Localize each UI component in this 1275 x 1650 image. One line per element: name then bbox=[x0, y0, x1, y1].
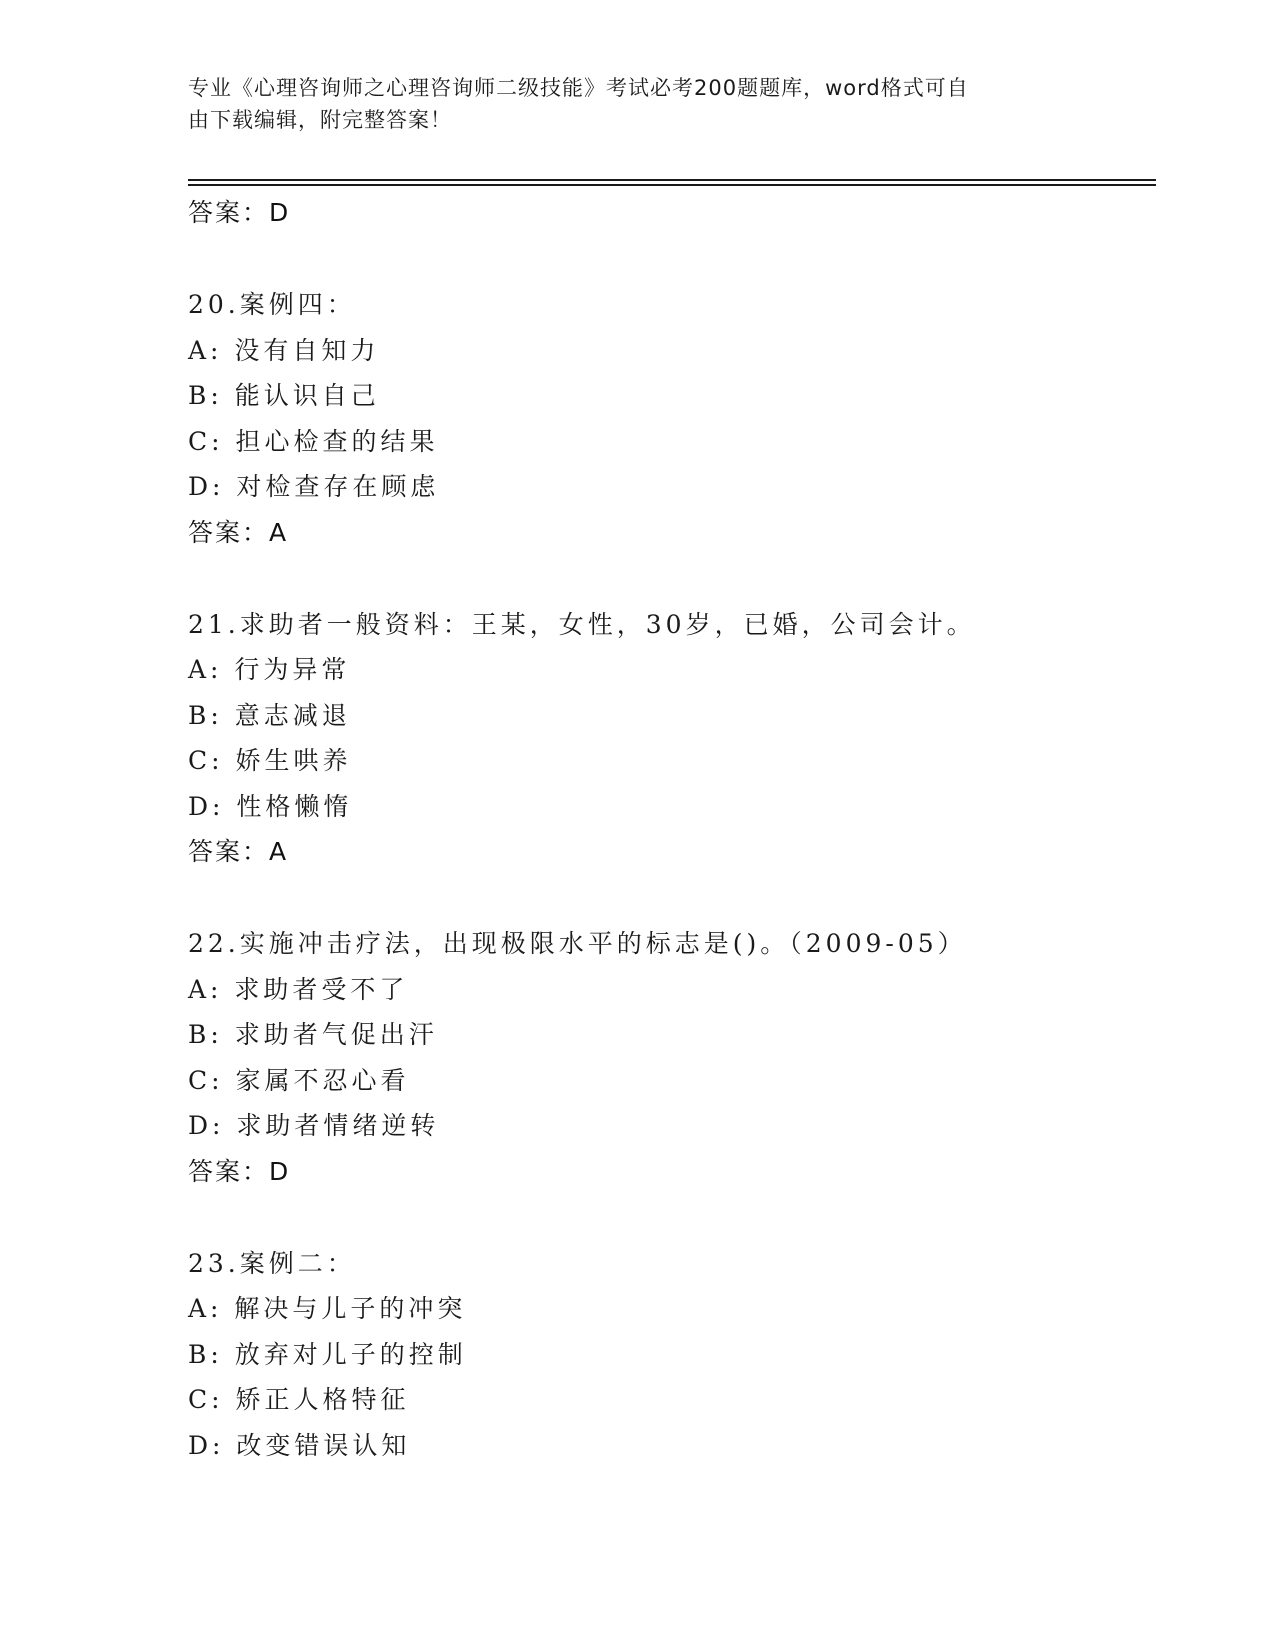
spacer bbox=[188, 875, 1156, 921]
answer-line: 答案：D bbox=[188, 198, 291, 227]
option-b: B: 求助者气促出汗 bbox=[188, 1020, 438, 1049]
option-c: C: 娇生哄养 bbox=[188, 746, 352, 775]
question-stem: 22.实施冲击疗法，出现极限水平的标志是()。（2009-05） bbox=[188, 929, 967, 958]
spacer bbox=[188, 556, 1156, 602]
question-stem: 21.求助者一般资料：王某，女性，30岁，已婚，公司会计。 bbox=[188, 609, 976, 639]
option-d: D: 性格懒惰 bbox=[188, 791, 353, 821]
spacer bbox=[188, 236, 1156, 282]
answer-line: 答案：D bbox=[188, 1156, 291, 1186]
answer-line: 答案：A bbox=[188, 837, 289, 866]
document-header bbox=[188, 72, 1068, 136]
option-c: C: 家属不忍心看 bbox=[188, 1065, 410, 1095]
question-stem: 23.案例二： bbox=[188, 1248, 356, 1278]
question-stem: 20.案例四： bbox=[188, 290, 356, 319]
header-line-1: 专业《心理咨询师之心理咨询师二级技能》考试必考200题题库，word格式可自 bbox=[188, 76, 969, 100]
header-line-2: 由下载编辑，附完整答案！ bbox=[188, 108, 452, 132]
option-a: A: 求助者受不了 bbox=[188, 974, 409, 1004]
option-d: D: 改变错误认知 bbox=[188, 1430, 411, 1460]
question-block bbox=[188, 921, 1156, 1195]
answer-line: 答案：A bbox=[188, 517, 289, 547]
header-rule-bottom bbox=[188, 184, 1156, 186]
question-list bbox=[188, 190, 1156, 1468]
option-b: B: 放弃对儿子的控制 bbox=[188, 1339, 467, 1369]
option-d: D: 求助者情绪逆转 bbox=[188, 1111, 440, 1140]
option-a: A: 解决与儿子的冲突 bbox=[188, 1294, 467, 1323]
option-d: D: 对检查存在顾虑 bbox=[188, 472, 440, 501]
option-a: A: 没有自知力 bbox=[188, 335, 380, 365]
option-b: B: 能认识自己 bbox=[188, 381, 380, 410]
option-c: C: 矫正人格特征 bbox=[188, 1385, 410, 1414]
question-block bbox=[188, 282, 1156, 556]
question-block bbox=[188, 1241, 1156, 1469]
option-c: C: 担心检查的结果 bbox=[188, 426, 439, 456]
option-a: A: 行为异常 bbox=[188, 655, 351, 684]
question-block bbox=[188, 602, 1156, 876]
spacer bbox=[188, 1195, 1156, 1241]
header-rule-top bbox=[188, 179, 1156, 181]
option-b: B: 意志减退 bbox=[188, 700, 351, 730]
